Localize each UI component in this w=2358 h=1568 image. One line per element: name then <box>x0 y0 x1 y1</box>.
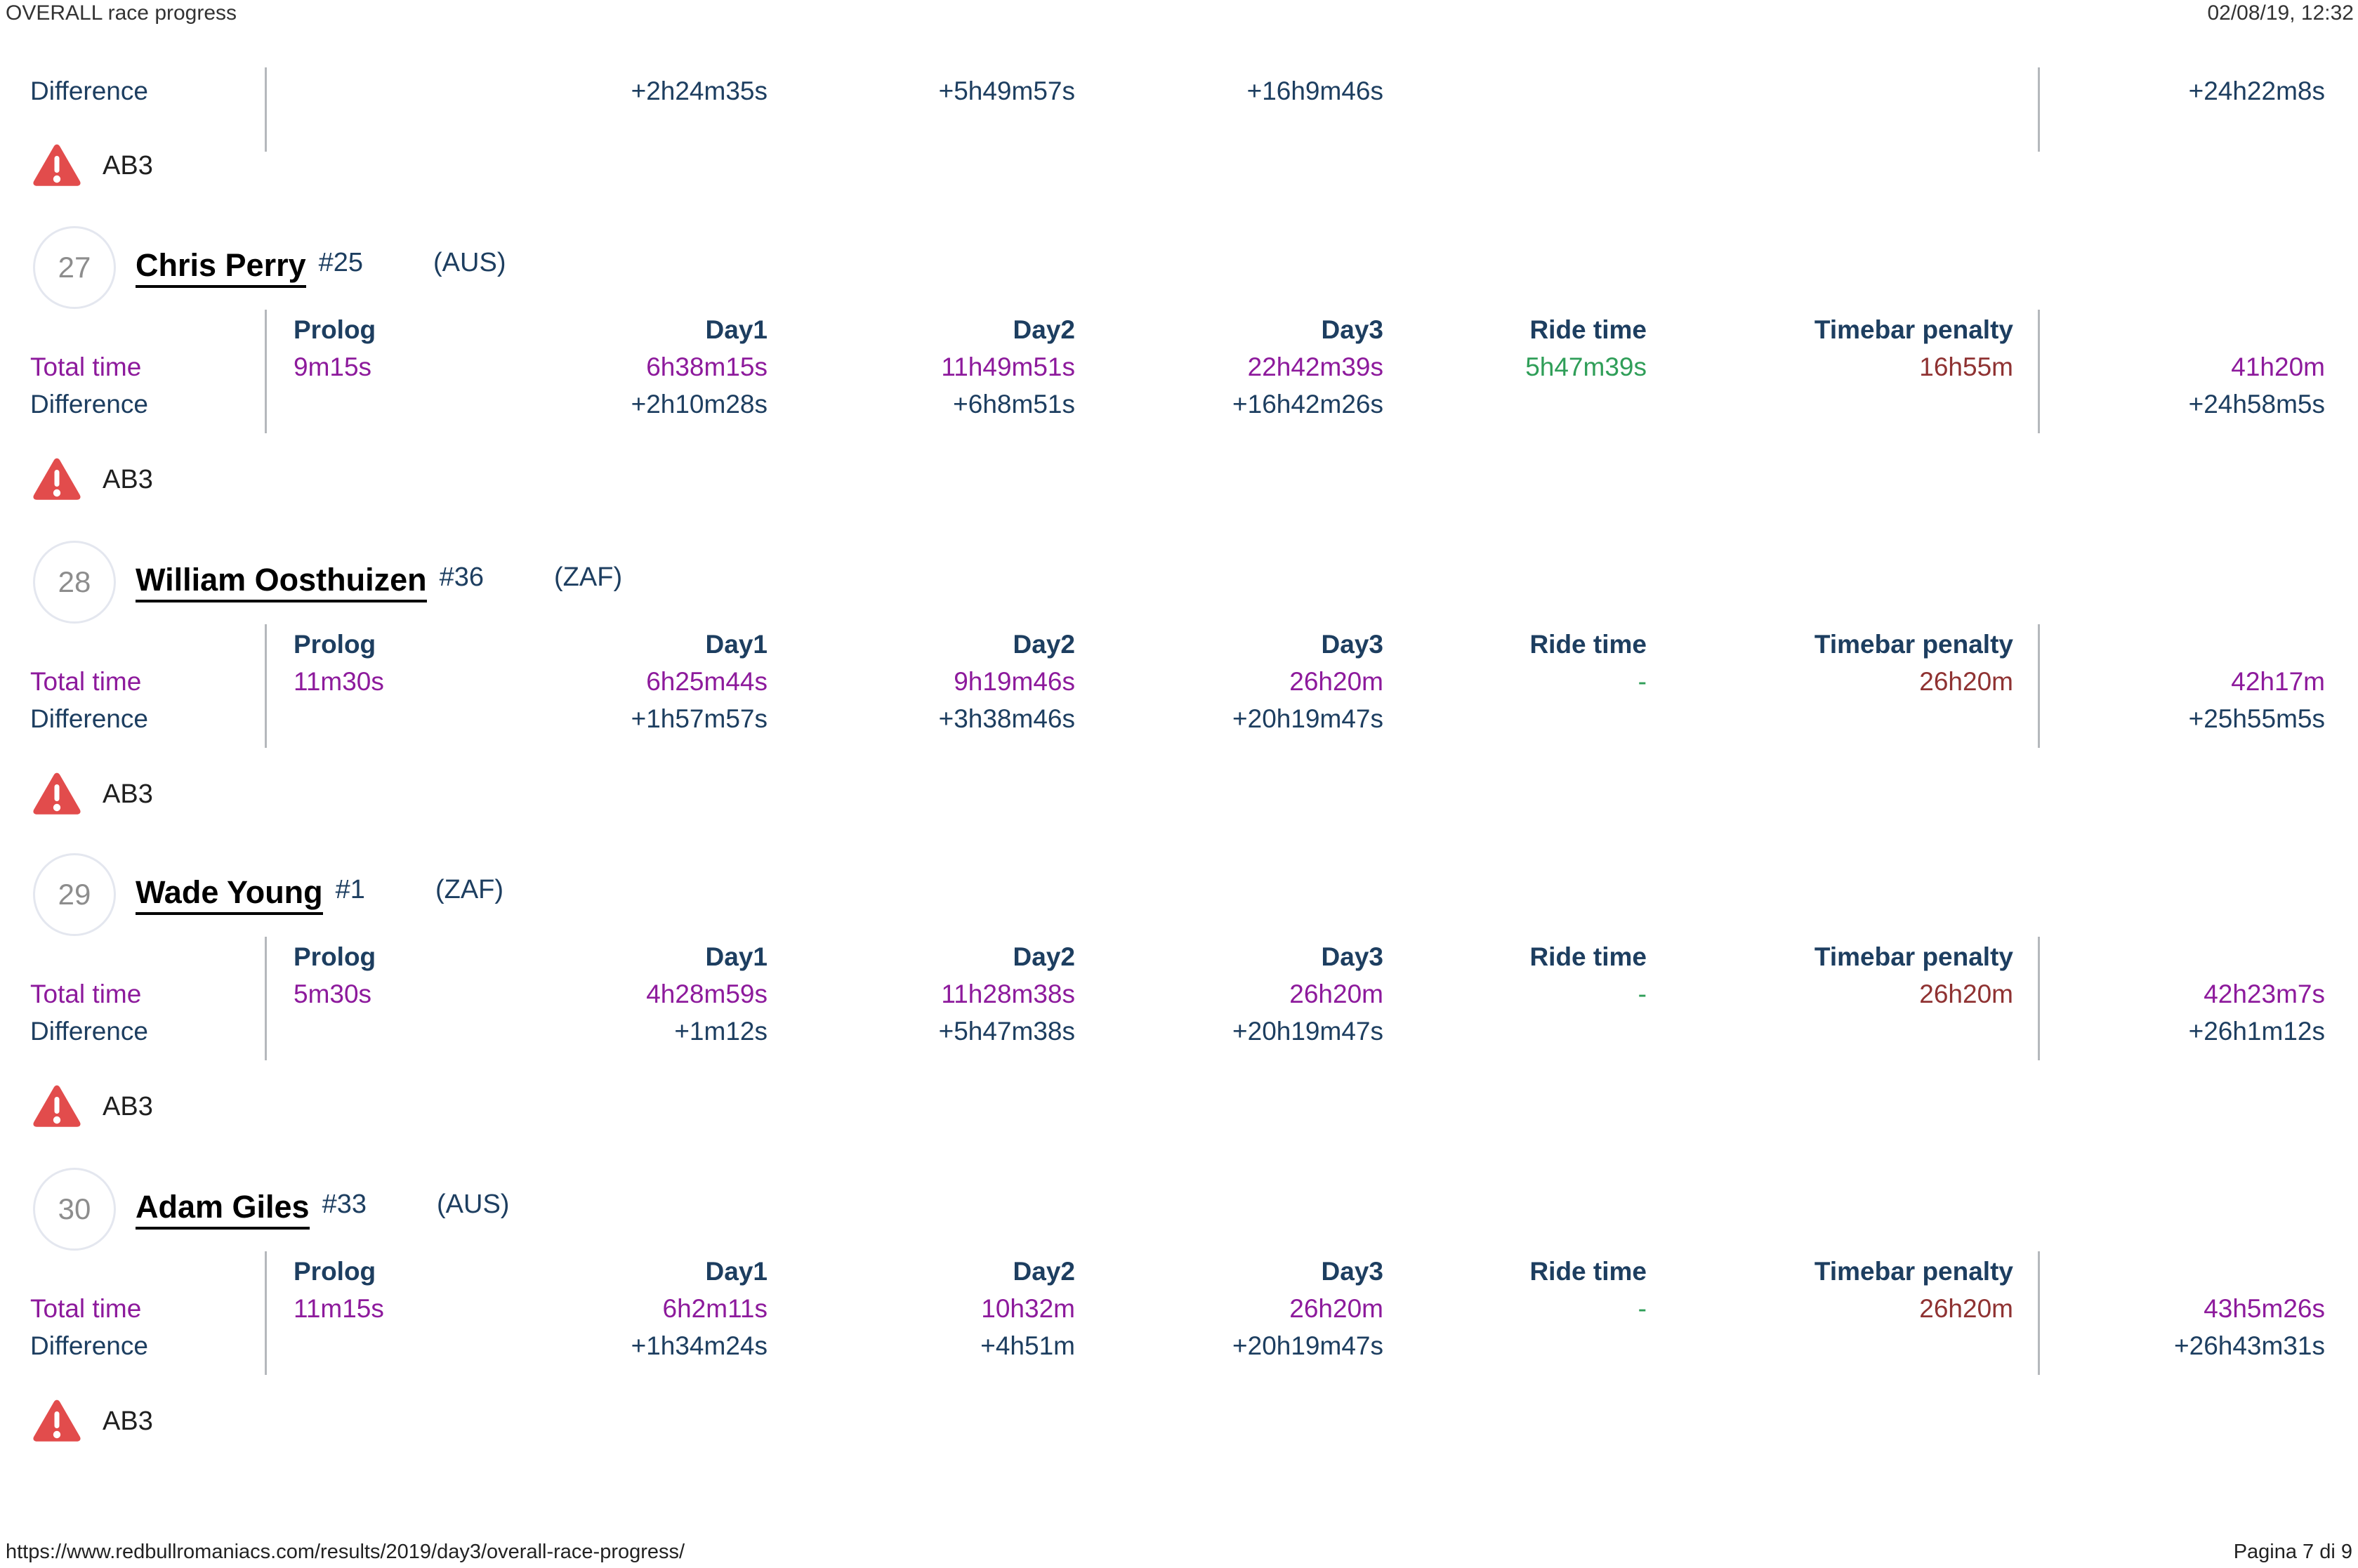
cell-day2-diff: +3h38m46s <box>938 704 1075 733</box>
rider-country: (AUS) <box>433 248 506 277</box>
rider-header <box>136 1189 509 1230</box>
warning-triangle-icon <box>32 769 82 819</box>
column-divider <box>265 1251 267 1375</box>
rider-rank: 30 <box>58 1192 91 1225</box>
col-header-ride-time: Ride time <box>1529 315 1647 344</box>
col-header-day3: Day3 <box>1321 315 1383 344</box>
cell-day1-diff: +1m12s <box>674 1017 768 1046</box>
cell-day2-diff: +5h49m57s <box>938 77 1075 105</box>
rider-name-link[interactable]: Chris Perry <box>136 247 306 288</box>
difference-label: Difference <box>30 704 148 733</box>
total-time-label: Total time <box>30 667 142 696</box>
col-header-timebar-penalty: Timebar penalty <box>1814 942 2013 971</box>
warning-triangle-icon <box>32 140 82 191</box>
col-header-day2: Day2 <box>1013 630 1075 659</box>
cell-day3-diff: +20h19m47s <box>1232 1331 1383 1360</box>
warning-flag <box>32 769 153 819</box>
warning-triangle-icon <box>32 454 82 505</box>
cell-day2-time: 11h49m51s <box>941 353 1075 381</box>
cell-day1-diff: +2h24m35s <box>631 77 768 105</box>
col-header-prolog: Prolog <box>294 315 376 344</box>
rider-rank-badge <box>33 541 116 624</box>
column-divider <box>2038 310 2040 433</box>
col-header-timebar-penalty: Timebar penalty <box>1814 630 2013 659</box>
cell-ride-time: - <box>1638 980 1647 1008</box>
warning-flag <box>32 454 153 505</box>
col-header-day1: Day1 <box>705 1257 768 1286</box>
col-header-ride-time: Ride time <box>1529 1257 1647 1286</box>
rider-name-link[interactable]: Adam Giles <box>136 1189 310 1230</box>
rider-bib: #25 <box>318 248 364 277</box>
col-header-prolog: Prolog <box>294 630 376 659</box>
print-datetime: 02/08/19, 12:32 <box>2207 1 2354 25</box>
page-title: OVERALL race progress <box>6 1 237 25</box>
rider-country: (AUS) <box>437 1190 510 1219</box>
cell-day3-time: 22h42m39s <box>1247 353 1383 381</box>
cell-total-time: 42h23m7s <box>2204 980 2325 1008</box>
warning-flag <box>32 140 153 191</box>
total-time-label: Total time <box>30 1294 142 1323</box>
cell-day1-time: 4h28m59s <box>646 980 768 1008</box>
warning-code: AB3 <box>103 779 153 809</box>
cell-prolog-time: 11m30s <box>294 667 384 696</box>
page-number: Pagina 7 di 9 <box>2233 1541 2352 1563</box>
cell-total-diff: +24h22m8s <box>2188 77 2325 105</box>
cell-timebar-penalty: 26h20m <box>1919 1294 2013 1323</box>
warning-triangle-icon <box>32 1396 82 1447</box>
column-divider <box>2038 1251 2040 1375</box>
cell-day1-time: 6h25m44s <box>646 667 768 696</box>
cell-day1-time: 6h2m11s <box>662 1294 768 1323</box>
warning-code: AB3 <box>103 1092 153 1121</box>
total-time-label: Total time <box>30 980 142 1008</box>
col-header-day2: Day2 <box>1013 315 1075 344</box>
col-header-prolog: Prolog <box>294 942 376 971</box>
col-header-day3: Day3 <box>1321 1257 1383 1286</box>
cell-day3-time: 26h20m <box>1289 1294 1383 1323</box>
difference-label: Difference <box>30 1017 148 1046</box>
rider-name-link[interactable]: William Oosthuizen <box>136 562 427 602</box>
col-header-day2: Day2 <box>1013 1257 1075 1286</box>
cell-day1-diff: +2h10m28s <box>631 390 768 419</box>
cell-prolog-time: 9m15s <box>294 353 372 381</box>
warning-flag <box>32 1081 153 1132</box>
column-divider <box>265 937 267 1060</box>
rider-bib: #36 <box>439 562 485 592</box>
rider-bib: #1 <box>335 875 365 904</box>
col-header-timebar-penalty: Timebar penalty <box>1814 315 2013 344</box>
column-divider <box>2038 624 2040 748</box>
rider-header <box>136 562 622 602</box>
rider-rank: 28 <box>58 565 91 598</box>
cell-day1-time: 6h38m15s <box>646 353 768 381</box>
column-divider <box>265 310 267 433</box>
col-header-day3: Day3 <box>1321 630 1383 659</box>
cell-prolog-time: 5m30s <box>294 980 372 1008</box>
cell-total-diff: +24h58m5s <box>2188 390 2325 419</box>
col-header-day1: Day1 <box>705 315 768 344</box>
difference-label: Difference <box>30 77 148 105</box>
rider-rank: 29 <box>58 878 91 911</box>
warning-triangle-icon <box>32 1081 82 1132</box>
cell-total-time: 43h5m26s <box>2204 1294 2325 1323</box>
cell-day2-diff: +5h47m38s <box>938 1017 1075 1046</box>
cell-timebar-penalty: 26h20m <box>1919 667 2013 696</box>
col-header-ride-time: Ride time <box>1529 942 1647 971</box>
rider-bib: #33 <box>322 1190 367 1219</box>
warning-code: AB3 <box>103 465 153 494</box>
rider-name-link[interactable]: Wade Young <box>136 874 323 915</box>
column-divider <box>2038 937 2040 1060</box>
rider-header <box>136 874 503 915</box>
rider-rank-badge <box>33 1168 116 1251</box>
cell-day1-diff: +1h57m57s <box>631 704 768 733</box>
cell-day2-time: 11h28m38s <box>941 980 1075 1008</box>
col-header-day3: Day3 <box>1321 942 1383 971</box>
cell-total-diff: +26h43m31s <box>2174 1331 2325 1360</box>
cell-ride-time: 5h47m39s <box>1525 353 1647 381</box>
page-url: https://www.redbullromaniacs.com/results/2019/day3/overall-race-progress/ <box>6 1541 685 1563</box>
col-header-day1: Day1 <box>705 630 768 659</box>
total-time-label: Total time <box>30 353 142 381</box>
cell-day2-time: 9h19m46s <box>954 667 1075 696</box>
rider-header <box>136 247 506 288</box>
cell-total-time: 42h17m <box>2231 667 2325 696</box>
cell-day3-diff: +20h19m47s <box>1232 1017 1383 1046</box>
cell-ride-time: - <box>1638 1294 1647 1323</box>
cell-day2-time: 10h32m <box>981 1294 1075 1323</box>
cell-total-diff: +26h1m12s <box>2188 1017 2325 1046</box>
cell-timebar-penalty: 16h55m <box>1919 353 2013 381</box>
cell-total-time: 41h20m <box>2231 353 2325 381</box>
cell-ride-time: - <box>1638 667 1647 696</box>
col-header-day2: Day2 <box>1013 942 1075 971</box>
rider-country: (ZAF) <box>554 562 623 592</box>
col-header-timebar-penalty: Timebar penalty <box>1814 1257 2013 1286</box>
col-header-ride-time: Ride time <box>1529 630 1647 659</box>
col-header-prolog: Prolog <box>294 1257 376 1286</box>
cell-day2-diff: +4h51m <box>980 1331 1075 1360</box>
cell-day3-diff: +16h42m26s <box>1232 390 1383 419</box>
cell-day3-time: 26h20m <box>1289 980 1383 1008</box>
column-divider <box>265 67 267 152</box>
rider-rank-badge <box>33 226 116 309</box>
warning-code: AB3 <box>103 151 153 180</box>
cell-timebar-penalty: 26h20m <box>1919 980 2013 1008</box>
difference-label: Difference <box>30 1331 148 1360</box>
column-divider <box>2038 67 2040 152</box>
cell-day2-diff: +6h8m51s <box>953 390 1075 419</box>
column-divider <box>265 624 267 748</box>
cell-day3-diff: +16h9m46s <box>1246 77 1383 105</box>
rider-rank: 27 <box>58 251 91 284</box>
warning-flag <box>32 1396 153 1447</box>
cell-prolog-time: 11m15s <box>294 1294 384 1323</box>
difference-label: Difference <box>30 390 148 419</box>
cell-day3-diff: +20h19m47s <box>1232 704 1383 733</box>
cell-total-diff: +25h55m5s <box>2188 704 2325 733</box>
col-header-day1: Day1 <box>705 942 768 971</box>
cell-day1-diff: +1h34m24s <box>631 1331 768 1360</box>
cell-day3-time: 26h20m <box>1289 667 1383 696</box>
warning-code: AB3 <box>103 1406 153 1436</box>
rider-rank-badge <box>33 853 116 936</box>
rider-country: (ZAF) <box>435 875 504 904</box>
